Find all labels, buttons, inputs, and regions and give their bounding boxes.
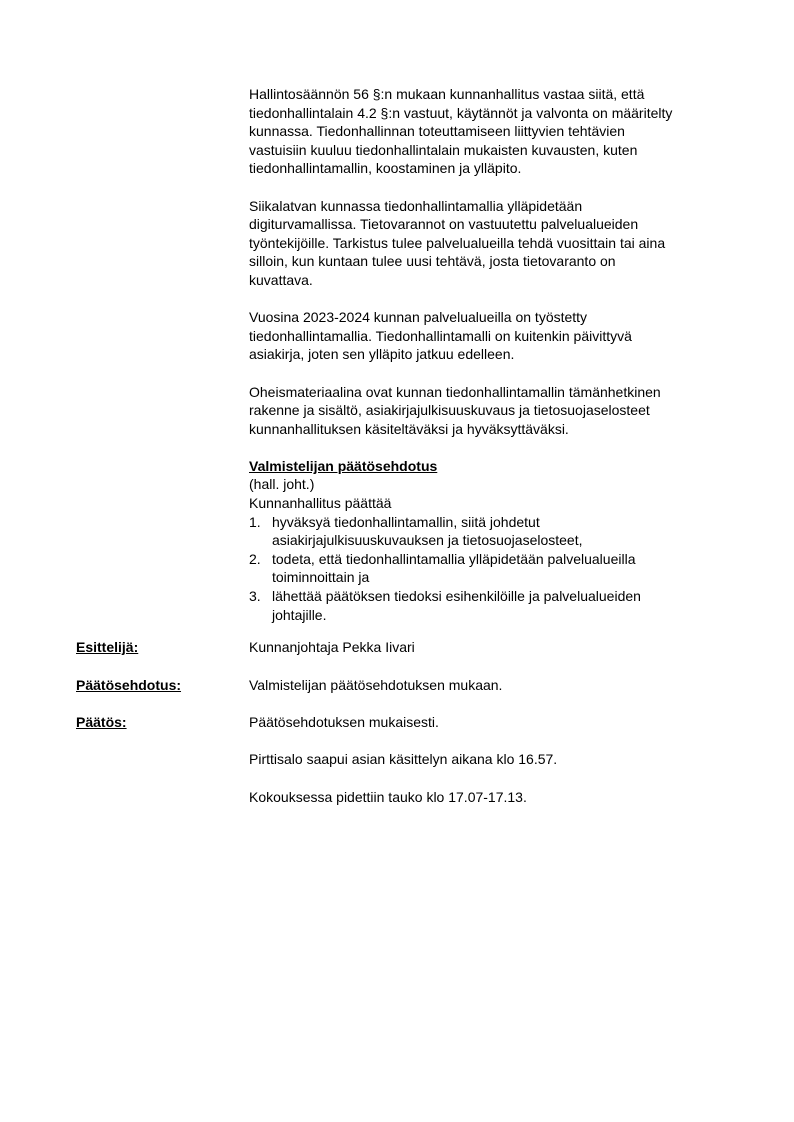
list-text: johtajille. [272, 606, 327, 623]
proposal-label: Päätösehdotus: [76, 677, 182, 693]
decision-proposal [249, 457, 739, 624]
decision-note: Kokouksessa pidettiin tauko klo 17.07-17.13. [249, 789, 527, 805]
list-item [249, 587, 739, 624]
decision-value: Päätösehdotuksen mukaisesti. [249, 714, 439, 730]
list-number: 1. [249, 513, 261, 530]
text-line: työntekijöille. Tarkistus tulee palvelualueilla tehdä vuosittain tai aina [249, 234, 666, 251]
text-line: kunnassa. Tiedonhallinnan toteuttamiseen liittyvien tehtävien [249, 123, 625, 140]
text-line: rakenne ja sisältö, asiakirjajulkisuuskuvaus ja tietosuojaselosteet [249, 402, 650, 419]
document-body [249, 85, 739, 624]
intro-paragraph-1 [249, 85, 739, 178]
decision-note: Pirttisalo saapui asian käsittelyn aikana klo 16.57. [249, 751, 558, 767]
text-line: vastuisiin kuuluu tiedonhallintalain mukaisten kuvausten, kuten [249, 141, 638, 158]
decision-label: Päätös: [76, 714, 127, 730]
intro-paragraph-3 [249, 308, 739, 364]
list-text: lähettää päätöksen tiedoksi esihenkilöille ja palvelualueiden [272, 588, 641, 605]
list-text: hyväksyä tiedonhallintamallin, siitä johdetut [272, 513, 540, 530]
text-line: Hallintosäännön 56 §:n mukaan kunnanhallitus vastaa siitä, että [249, 86, 645, 102]
text-line: silloin, kun kuntaan tulee uusi tehtävä, josta tietovaranto on [249, 253, 616, 270]
list-text: todeta, että tiedonhallintamallia ylläpidetään palvelualueilla [272, 550, 636, 567]
list-number: 3. [249, 588, 261, 605]
text-line: digiturvamallissa. Tietovarannot on vastuutettu palvelualueiden [249, 216, 639, 233]
list-text: toiminnoittain ja [272, 569, 370, 586]
text-line: kunnanhallituksen käsiteltäväksi ja hyväksyttäväksi. [249, 420, 569, 437]
text-line: tiedonhallintamallia. Tiedonhallintamalli on kuitenkin päivittyvä [249, 327, 632, 344]
proposal-value: Valmistelijan päätösehdotuksen mukaan. [249, 677, 503, 693]
list-number: 2. [249, 550, 261, 567]
text-line: Siikalatvan kunnassa tiedonhallintamallia ylläpidetään [249, 197, 583, 214]
presenter-label: Esittelijä: [76, 639, 139, 655]
list-text: asiakirjajulkisuuskuvauksen ja tietosuojaselosteet, [272, 532, 583, 549]
list-item [249, 550, 739, 587]
text-line: kuvattava. [249, 271, 313, 288]
proposal-lead: Kunnanhallitus päättää [249, 495, 392, 512]
text-line: Oheismateriaalina ovat kunnan tiedonhallintamallin tämänhetkinen [249, 383, 661, 400]
text-line: Vuosina 2023-2024 kunnan palvelualueilla on työstetty [249, 309, 588, 326]
text-line: tiedonhallintamallin, koostaminen ja ylläpito. [249, 160, 522, 177]
proposal-heading: Valmistelijan päätösehdotus [249, 457, 438, 474]
proposal-list [249, 513, 739, 625]
list-item [249, 513, 739, 550]
intro-paragraph-2 [249, 197, 739, 290]
proposal-preparer: (hall. joht.) [249, 476, 315, 493]
presenter-value: Kunnanjohtaja Pekka Iivari [249, 639, 415, 655]
text-line: tiedonhallintalain 4.2 §:n vastuut, käytännöt ja valvonta on määritelty [249, 104, 673, 121]
intro-paragraph-4 [249, 383, 739, 439]
text-line: asiakirja, joten sen ylläpito jatkuu edelleen. [249, 346, 515, 363]
